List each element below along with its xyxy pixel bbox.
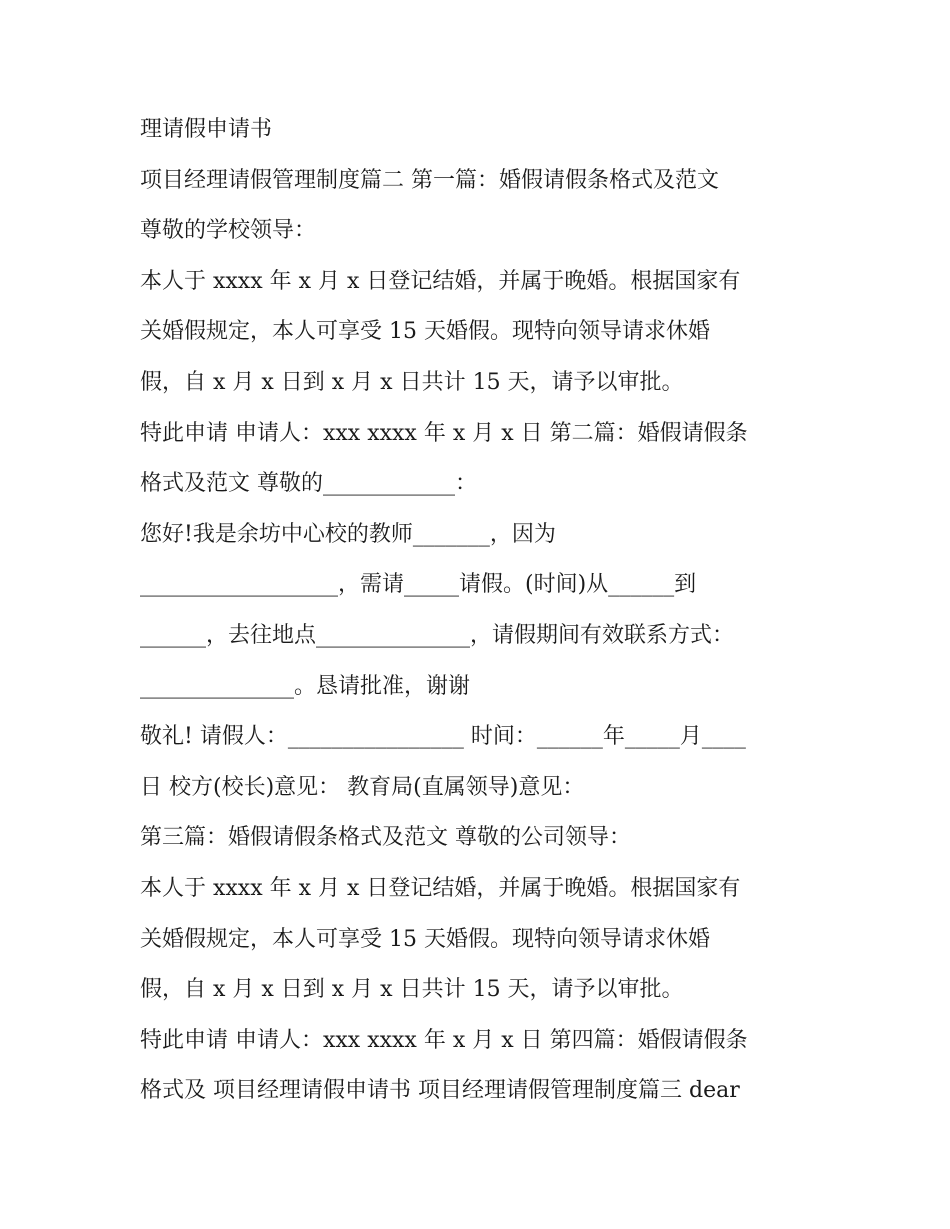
text-line: 敬礼! 请假人：________________ 时间：______年_____月____ xyxy=(140,724,746,750)
text-line: 关婚假规定，本人可享受 15 天婚假。现特向领导请求休婚 xyxy=(140,926,710,952)
text-line: 假，自 x 月 x 日到 x 月 x 日共计 15 天，请予以审批。 xyxy=(140,977,684,1003)
text-line: 关婚假规定，本人可享受 15 天婚假。现特向领导请求休婚 xyxy=(140,319,710,345)
text-line: 日 校方(校长)意见： 教育局(直属领导)意见： xyxy=(140,774,585,800)
text-line: 第三篇：婚假请假条格式及范文 尊敬的公司领导： xyxy=(140,825,631,851)
text-line: ______，去往地点______________，请假期间有效联系方式： xyxy=(140,622,735,648)
text-line: 本人于 xxxx 年 x 月 x 日登记结婚，并属于晚婚。根据国家有 xyxy=(140,268,741,294)
text-line: ______________。恳请批准，谢谢 xyxy=(140,673,471,699)
text-line: 项目经理请假管理制度篇二 第一篇：婚假请假条格式及范文 xyxy=(140,167,719,193)
text-line: 特此申请 申请人：xxx xxxx 年 x 月 x 日 第二篇：婚假请假条 xyxy=(140,420,748,446)
text-line: 格式及范文 尊敬的____________： xyxy=(140,471,477,497)
text-line: __________________，需请_____请假。(时间)从______到 xyxy=(140,572,697,598)
text-line: 您好!我是余坊中心校的教师_______，因为 xyxy=(140,521,556,547)
text-line: 假，自 x 月 x 日到 x 月 x 日共计 15 天，请予以审批。 xyxy=(140,369,684,395)
document-body xyxy=(140,105,820,1117)
text-line: 本人于 xxxx 年 x 月 x 日登记结婚，并属于晚婚。根据国家有 xyxy=(140,875,741,901)
text-line: 特此申请 申请人：xxx xxxx 年 x 月 x 日 第四篇：婚假请假条 xyxy=(140,1027,748,1053)
text-line: 尊敬的学校领导： xyxy=(140,218,317,244)
text-line: 格式及 项目经理请假申请书 项目经理请假管理制度篇三 dear xyxy=(140,1078,740,1104)
document-title: 理请假申请书 xyxy=(140,117,273,142)
